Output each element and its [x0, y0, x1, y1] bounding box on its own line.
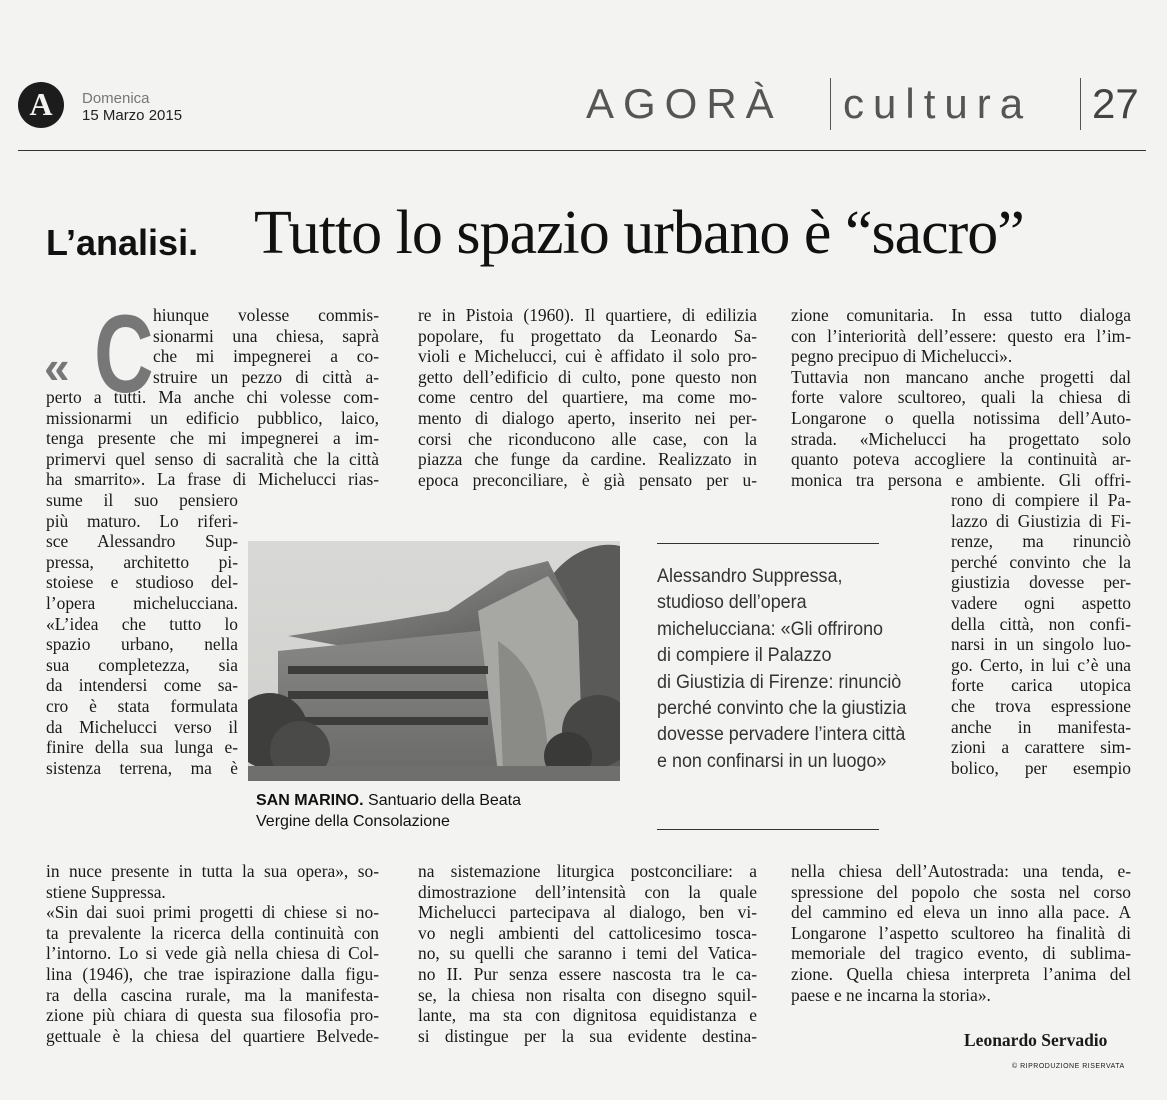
text-line: sistenza terrena, ma è [46, 757, 238, 778]
text-line: strada. «Michelucci ha progettato solo [791, 428, 1131, 449]
text-line: nella chiesa dell’Autostrada: una tenda, e- [791, 861, 1131, 881]
drop-cap: C [94, 293, 154, 416]
church-photo-drawing [248, 541, 620, 781]
text-line: Longarone l’aspetto scultoreo ha finalità di [791, 922, 1131, 943]
column-3-bottom [791, 861, 1131, 1005]
text-line: lante, ma sta con dignitosa equidistanza e [418, 1005, 757, 1026]
text-line: rono di compiere il Pa- [951, 490, 1131, 510]
text-line: bolico, per esempio [951, 757, 1131, 778]
text-line: corsi che riconducono alle case, con la [418, 428, 757, 449]
text-line: hiunque volesse commis- [153, 305, 379, 325]
pullquote-line: e non confinarsi in un luogo» [657, 749, 887, 772]
newspaper-logo [18, 82, 64, 128]
text-line: memoriale del tragico evento, di sublima- [791, 943, 1131, 964]
text-line: che trova espressione [951, 695, 1131, 716]
text-line: lina (1946), che trae ispirazione dalla figu- [46, 963, 379, 984]
header-divider [830, 78, 831, 130]
text-line: pegno precipuo di Michelucci». [791, 346, 1013, 367]
text-line: go. Certo, in lui c’è una [951, 654, 1131, 675]
text-line: vo negli ambienti del cattolicesimo tosca- [418, 922, 757, 943]
church-photo [248, 541, 620, 781]
pullquote-line: Alessandro Suppressa, [657, 565, 843, 587]
text-line: ra della cascina rurale, ma la manifesta- [46, 984, 379, 1005]
text-line: da Michelucci verso il [46, 716, 238, 737]
text-line: renze, ma rinunciò [951, 531, 1131, 552]
text-line: cro è stata formulata [46, 695, 238, 716]
pullquote-line: perché convinto che la giustizia [657, 697, 907, 720]
text-line: popolare, fu progettato da Leonardo Sa- [418, 325, 757, 346]
text-line: più maturo. Lo riferi- [46, 510, 238, 531]
text-line: l’intorno. Lo si vede già nella chiesa di Col- [46, 943, 379, 964]
text-line: finire della sua lunga e- [46, 737, 238, 758]
text-line: na sistemazione liturgica postconciliare: a [418, 861, 757, 881]
pullquote-line: michelucciana: «Gli offrirono [657, 617, 884, 640]
headline-kicker: L’analisi. [46, 222, 199, 263]
column-3-narrow [951, 490, 1131, 778]
pull-quote [657, 563, 910, 774]
text-line: gettuale è la chiesa del quartiere Belvede- [46, 1025, 379, 1046]
text-line: da intendersi come sa- [46, 675, 238, 696]
caption-text-2: Vergine della Consolazione [256, 813, 450, 830]
issue-day: Domenica [82, 90, 150, 107]
text-line: sionarmi una chiesa, saprà [153, 325, 379, 346]
text-line: violi e Michelucci, cui è affidato il solo pro- [418, 346, 757, 367]
text-line: forte carica utopica [951, 675, 1131, 696]
drop-quote-mark: « [44, 341, 64, 393]
text-line: in nuce presente in tutta la sua opera», so- [46, 861, 379, 881]
text-line: «Sin dai suoi primi progetti di chiese si no- [46, 902, 379, 923]
text-line: dimostrazione dell’intensità con la quale [418, 881, 757, 902]
pullquote-line: dovesse pervadere l’intera città [657, 723, 906, 746]
text-line: se, la chiesa non risalta con disegno squil- [418, 984, 757, 1005]
text-line: del cammino ed eleva un inno alla pace. A [791, 902, 1131, 923]
text-line: paese e ne incarna la storia». [791, 984, 991, 1005]
text-line: anche in manifesta- [951, 716, 1131, 737]
text-line: monica tra persona e ambiente. Gli offri- [791, 469, 1131, 490]
section-name: AGORÀ [586, 80, 783, 127]
text-line: Longarone o quella notissima dell’Auto- [791, 407, 1131, 428]
pullquote-line: di compiere il Palazzo [657, 644, 832, 667]
text-line: re in Pistoia (1960). Il quartiere, di edilizia [418, 305, 757, 325]
text-line: come centro del quartiere, ma come mo- [418, 387, 757, 408]
text-line: no, su quelli che saranno i temi del Vatica- [418, 943, 757, 964]
text-line: zione comunitaria. In essa tutto dialoga [791, 305, 1131, 325]
text-line: «L’idea che tutto lo [46, 613, 238, 634]
text-line: narsi in un singolo luo- [951, 634, 1131, 655]
caption-place: SAN MARINO. [256, 792, 364, 809]
logo-letter: A [29, 86, 53, 122]
text-line: che mi impegnerei a co- [153, 346, 379, 367]
text-line: si distingue per la sua evidente destina- [418, 1025, 757, 1046]
column-1-lead [153, 305, 379, 387]
text-line: stoiese e studioso del- [46, 572, 238, 593]
text-line: ta prevalente la ricerca della continuità con [46, 922, 379, 943]
text-line: giustizia dovesse per- [951, 572, 1131, 593]
text-line: forte valore scultoreo, quali la chiesa di [791, 387, 1131, 408]
column-2-top [418, 305, 757, 490]
text-line: struire un pezzo di città a- [153, 366, 379, 387]
pullquote-line: studioso dell’opera [657, 591, 807, 614]
issue-date: 15 Marzo 2015 [82, 107, 183, 124]
text-line: no II. Pur senza essere nascosta tra le ca- [418, 963, 757, 984]
text-line: perto a tutti. Ma anche chi volesse com- [46, 387, 379, 407]
text-line: sume il suo pensiero [46, 490, 238, 510]
text-line: zione più chiara di questa sua filosofia pro- [46, 1005, 379, 1026]
header-divider [1080, 78, 1081, 130]
text-line: della città, non confi- [951, 613, 1131, 634]
text-line: piazza che funge da cardine. Realizzato in [418, 449, 757, 470]
text-line: missionarmi un edificio pubblico, laico, [46, 407, 379, 428]
copyright-notice: © RIPRODUZIONE RISERVATA [1012, 1063, 1125, 1070]
text-line: epoca preconciliare, è già pensato per u- [418, 469, 757, 490]
text-line: spressione del popolo che sosta nel corso [791, 881, 1131, 902]
text-line: sua completezza, sia [46, 654, 238, 675]
text-line: l’opera michelucciana. [46, 592, 238, 613]
column-1-top [46, 387, 379, 490]
text-line: vadere ogni aspetto [951, 592, 1131, 613]
author-byline: Leonardo Servadio [964, 1030, 1108, 1050]
text-line: zione. Quella chiesa interpreta l’anima del [791, 963, 1131, 984]
text-line: getto dell’edificio di culto, pone questo non [418, 366, 757, 387]
headline-title: Tutto lo spazio urbano è “sacro” [254, 199, 1024, 267]
text-line: spazio urbano, nella [46, 634, 238, 655]
subsection-name: cultura [843, 80, 1033, 127]
pullquote-line: di Giustizia di Firenze: rinunciò [657, 670, 902, 693]
header-rule [18, 150, 1146, 151]
text-line: con l’interiorità dell’essere: questo era l’im- [791, 325, 1131, 346]
text-line: stiene Suppressa. [46, 881, 166, 902]
pullquote-bottom-rule [657, 829, 879, 830]
text-line: zioni a carattere sim- [951, 737, 1131, 758]
caption-text: Santuario della Beata [368, 792, 522, 809]
text-line: ha smarrito». La frase di Michelucci rias- [46, 469, 379, 490]
photo-caption [256, 790, 626, 832]
page-number: 27 [1092, 80, 1139, 127]
text-line: primervi quel senso di sacralità che la città [46, 448, 379, 469]
text-line: pressa, architetto pi- [46, 551, 238, 572]
column-1-narrow [46, 490, 238, 778]
text-line: lazzo di Giustizia di Fi- [951, 510, 1131, 531]
text-line: perché convinto che la [951, 551, 1131, 572]
text-line: quanto poteva accogliere la continuità ar- [791, 449, 1131, 470]
pullquote-top-rule [657, 543, 879, 544]
text-line: tenga presente che mi impegnerei a im- [46, 428, 379, 449]
text-line: mento di dialogo aperto, inserito nei per- [418, 407, 757, 428]
column-2-bottom [418, 861, 757, 1046]
column-1-bottom [46, 861, 379, 1046]
text-line: Tuttavia non mancano anche progetti dal [791, 366, 1131, 387]
text-line: Michelucci partecipava al dialogo, ben vi- [418, 902, 757, 923]
text-line: sce Alessandro Sup- [46, 531, 238, 552]
column-3-top [791, 305, 1131, 490]
